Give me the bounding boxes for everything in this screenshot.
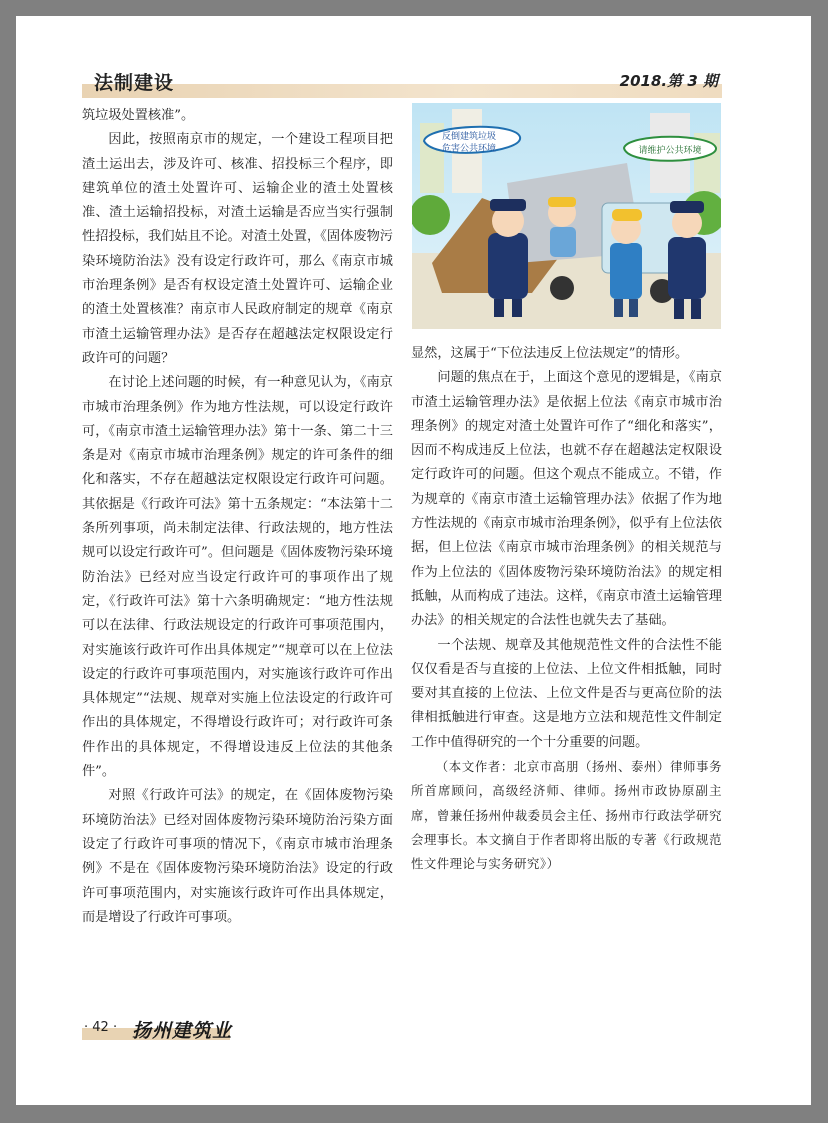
right-column [411,342,722,877]
truck-wheel [550,276,574,300]
paragraph: 对照《行政许可法》的规定，在《固体废物污染环境防治法》已经对固体废物污染环境防治污染方面设定了行政许可事项的情况下，《南京市城市治理条例》不是在《固体废物污染环境防治法》设定的行政许可事项范围内，对实施该行政许可作出具体规定，而是增设了行政许可事项。 [82,788,393,925]
sign-right [624,137,716,161]
svg-text:危害公共环境: 危害公共环境 [441,144,497,154]
paragraph: 问题的焦点在于，上面这个意见的逻辑是，《南京市渣土运输管理办法》是依据上位法《南京市城市治理条例》的规定对渣土处置许可作了“细化和落实”，因而不构成违反上位法，也就不存在超越法定权限设定行政许可的问题。但这个观点不能成立。不错，作为规章的《南京市渣土运输管理办法》依据了作为地方性法规的《南京市城市治理条例》，似乎有上位法依据，但上位法《南京市城市治理条例》的相关规范与作为上位法的《固体废物污染环境防治法》的规定相抵触，从而构成了违法。这样，《南京市渣土运输管理办法》的相关规定的合法性也就失去了基础。 [411,370,722,629]
section-title: 法制建设 [94,72,175,94]
issue-number: 2018.第 3 期 [619,72,718,90]
svg-text:反倒建筑垃圾: 反倒建筑垃圾 [441,132,497,142]
paragraph: 因此，按照南京市的规定，一个建设工程项目把渣土运出去，涉及许可、核准、招投标三个程序，即建筑单位的渣土处置许可、运输企业的渣土处置核准、渣土运输招投标，对渣土运输是否应当实行强制性招投标，我们姑且不论。对渣土处置，《固体废物污染环境防治法》没有设定行政许可，那么《南京市城市治理条例》是否有权设定渣土处置许可、运输企业的渣土处置核准？南京市人民政府制定的规章《南京市渣土运输管理办法》是否存在超越法定权限设定行政许可的问题？ [82,132,393,366]
page-header [82,68,722,98]
svg-text:请维护公共环境: 请维护公共环境 [638,146,702,156]
paragraph: 在讨论上述问题的时候，有一种意见认为，《南京市城市治理条例》作为地方性法规，可以设定行政许可，《南京市渣土运输管理办法》第十一条、第二十三条是对《南京市城市治理条例》规定的许可条件的细化和落实，不存在超越法定权限设定行政许可问题。其依据是《行政许可法》第十五条规定：“本法第十二条所列事项，尚未制定法律、行政法规的，地方性法规可以设定行政许可”。但问题是《固体废物污染环境防治法》已经对应当设定行政许可的事项作出了规定，《行政许可法》第十六条明确规定：“地方性法规可以在法律、行政法规设定的行政许可事项范围内，对实施该行政许可作出具体规定”“规章可以在上位法设定的行政许可事项范围内，对实施该行政许可作出具体规定”“法规、规章对实施上位法设定的行政许可作出的具体规定，不得增设行政许可；对行政许可条件作出的具体规定，不得增设违反上位法的其他条件”。 [82,375,393,780]
illustration [412,103,721,329]
paragraph: 一个法规、规章及其他规范性文件的合法性不能仅仅看是否与直接的上位法、上位文件相抵触，同时要对其直接的上位法、上位文件是否与更高位阶的法律相抵触进行审查。这是地方立法和规范性文件制定工作中值得研究的一个十分重要的问题。 [411,637,722,750]
left-column [82,104,393,930]
author-note: （本文作者：北京市高朋（扬州、泰州）律师事务所首席顾问，高级经济师、律师。扬州市政协原副主席，曾兼任扬州仲裁委员会主任、扬州市行政法学研究会理事长。本文摘自于作者即将出版的专著《行政规范性文件理论与实务研究》） [411,759,722,872]
page-footer [82,1018,232,1044]
magazine-logo: 扬州建筑业 [132,1020,233,1042]
paragraph: 显然，这属于“下位法违反上位法规定”的情形。 [411,346,689,361]
page-number: · 42 · [84,1020,118,1035]
paragraph: 筑垃圾处置核准”。 [82,108,195,123]
